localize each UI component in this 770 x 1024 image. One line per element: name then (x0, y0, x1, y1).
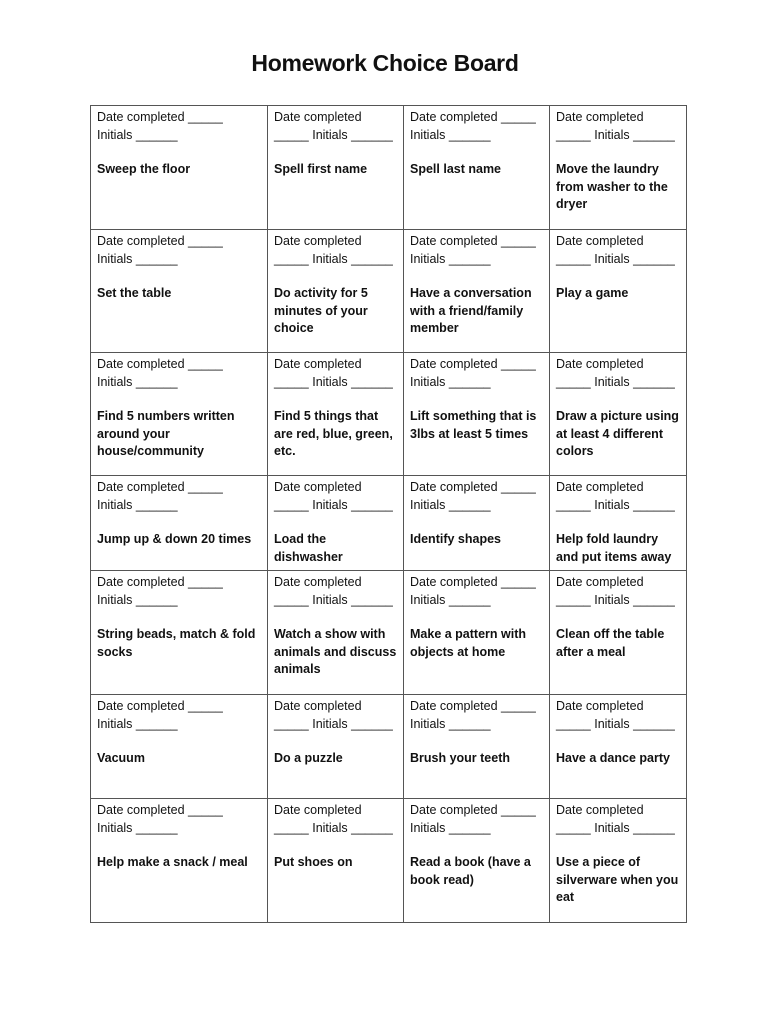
task-label: Use a piece of silverware when you eat (556, 855, 679, 904)
board-cell (550, 571, 687, 695)
date-initials-fields: Date completed _____ Initials ______ (274, 575, 393, 607)
task-label: Help fold laundry and put items away (556, 532, 672, 564)
task-label: Do a puzzle (274, 751, 343, 765)
date-initials-fields: Date completed _____ Initials ______ (410, 357, 536, 389)
board-cell (91, 695, 268, 799)
date-initials-fields: Date completed _____ Initials ______ (97, 234, 223, 266)
date-initials-fields: Date completed _____ Initials ______ (556, 803, 675, 835)
board-row (91, 571, 687, 695)
task-label: Have a conversation with a friend/family member (410, 286, 532, 335)
board-cell (550, 353, 687, 476)
date-initials-fields: Date completed _____ Initials ______ (410, 699, 536, 731)
task-label: Make a pattern with objects at home (410, 627, 526, 659)
date-initials-fields: Date completed _____ Initials ______ (274, 357, 393, 389)
date-initials-fields: Date completed _____ Initials ______ (556, 699, 675, 731)
task-label: Find 5 things that are red, blue, green, etc. (274, 409, 393, 458)
task-label: String beads, match & fold socks (97, 627, 256, 659)
board-cell (404, 799, 550, 923)
task-label: Draw a picture using at least 4 different colors (556, 409, 679, 458)
date-initials-fields: Date completed _____ Initials ______ (410, 110, 536, 142)
task-label: Identify shapes (410, 532, 501, 546)
board-cell (268, 106, 404, 230)
board-cell (404, 571, 550, 695)
board-cell (268, 695, 404, 799)
task-label: Clean off the table after a meal (556, 627, 665, 659)
board-cell (91, 571, 268, 695)
date-initials-fields: Date completed _____ Initials ______ (410, 480, 536, 512)
board-cell (550, 695, 687, 799)
board-cell (268, 230, 404, 353)
board-cell (404, 476, 550, 571)
board-cell (550, 799, 687, 923)
task-label: Read a book (have a book read) (410, 855, 531, 887)
date-initials-fields: Date completed _____ Initials ______ (410, 575, 536, 607)
board-cell (404, 230, 550, 353)
board-cell (268, 476, 404, 571)
task-label: Find 5 numbers written around your house/community (97, 409, 235, 458)
task-label: Move the laundry from washer to the dryer (556, 162, 668, 211)
board-row (91, 695, 687, 799)
date-initials-fields: Date completed _____ Initials ______ (97, 110, 223, 142)
board-cell (550, 476, 687, 571)
date-initials-fields: Date completed _____ Initials ______ (274, 699, 393, 731)
date-initials-fields: Date completed _____ Initials ______ (556, 234, 675, 266)
date-initials-fields: Date completed _____ Initials ______ (556, 480, 675, 512)
task-label: Set the table (97, 286, 172, 300)
date-initials-fields: Date completed _____ Initials ______ (274, 803, 393, 835)
date-initials-fields: Date completed _____ Initials ______ (556, 110, 675, 142)
board-cell (91, 799, 268, 923)
date-initials-fields: Date completed _____ Initials ______ (274, 110, 393, 142)
board-row (91, 230, 687, 353)
task-label: Vacuum (97, 751, 145, 765)
board-row (91, 106, 687, 230)
board-cell (404, 353, 550, 476)
board-cell (404, 106, 550, 230)
board-cell (268, 353, 404, 476)
date-initials-fields: Date completed _____ Initials ______ (410, 803, 536, 835)
board-row (91, 799, 687, 923)
task-label: Put shoes on (274, 855, 353, 869)
board-cell (91, 230, 268, 353)
date-initials-fields: Date completed _____ Initials ______ (274, 234, 393, 266)
board-cell (550, 106, 687, 230)
board-cell (91, 106, 268, 230)
task-label: Spell first name (274, 162, 368, 176)
board-row (91, 353, 687, 476)
task-label: Lift something that is 3lbs at least 5 times (410, 409, 537, 441)
page-title: Homework Choice Board (251, 50, 519, 76)
task-label: Do activity for 5 minutes of your choice (274, 286, 368, 335)
board-cell (550, 230, 687, 353)
date-initials-fields: Date completed _____ Initials ______ (97, 699, 223, 731)
board-cell (268, 799, 404, 923)
board-cell (268, 571, 404, 695)
task-label: Play a game (556, 286, 629, 300)
date-initials-fields: Date completed _____ Initials ______ (97, 480, 223, 512)
task-label: Load the dishwasher (274, 532, 343, 564)
task-label: Watch a show with animals and discuss animals (274, 627, 397, 676)
date-initials-fields: Date completed _____ Initials ______ (556, 357, 675, 389)
task-label: Spell last name (410, 162, 502, 176)
task-label: Sweep the floor (97, 162, 191, 176)
task-label: Have a dance party (556, 751, 670, 765)
board-cell (404, 695, 550, 799)
board-row (91, 476, 687, 571)
date-initials-fields: Date completed _____ Initials ______ (97, 357, 223, 389)
date-initials-fields: Date completed _____ Initials ______ (556, 575, 675, 607)
choice-board-table (90, 105, 687, 923)
date-initials-fields: Date completed _____ Initials ______ (97, 803, 223, 835)
board-cell (91, 476, 268, 571)
task-label: Brush your teeth (410, 751, 511, 765)
date-initials-fields: Date completed _____ Initials ______ (410, 234, 536, 266)
date-initials-fields: Date completed _____ Initials ______ (274, 480, 393, 512)
task-label: Help make a snack / meal (97, 855, 248, 869)
date-initials-fields: Date completed _____ Initials ______ (97, 575, 223, 607)
board-cell (91, 353, 268, 476)
task-label: Jump up & down 20 times (97, 532, 252, 546)
